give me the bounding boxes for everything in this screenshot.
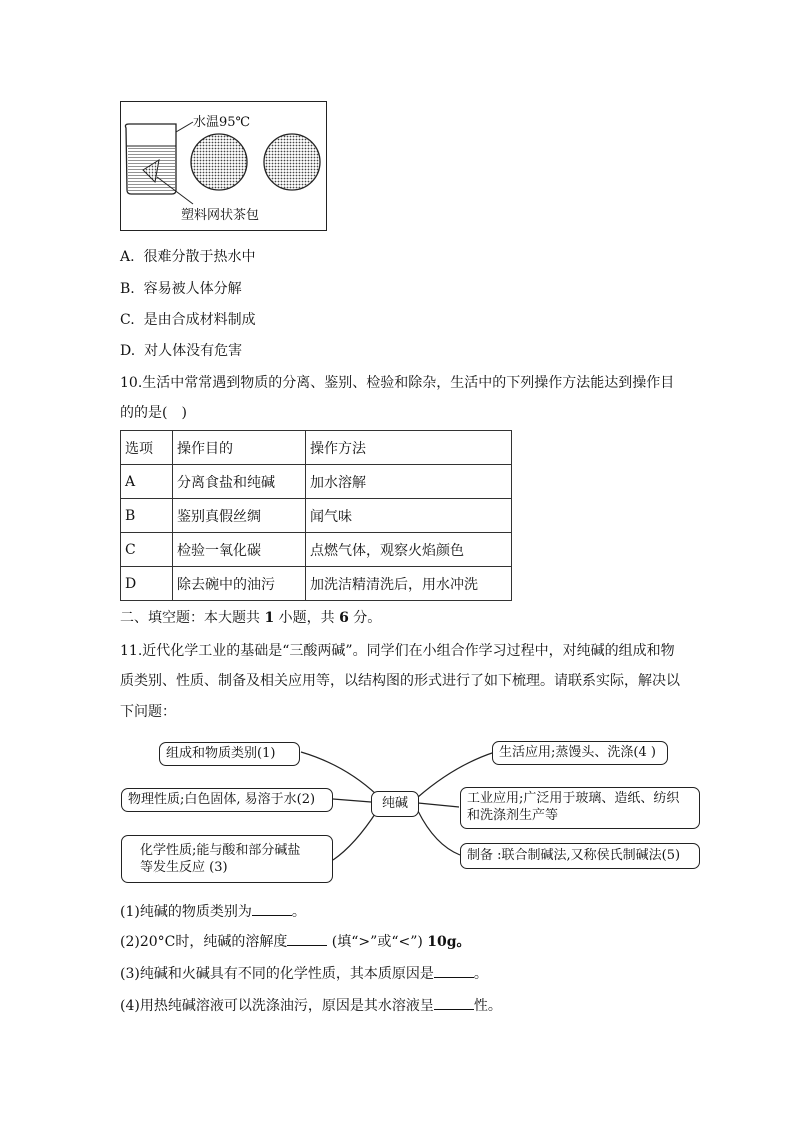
q11-stem-line2: 质类别、性质、制备及相关应用等，以结构图的形式进行了如下梳理。请联系实际，解决以	[120, 673, 680, 689]
table-cell: D	[121, 567, 173, 601]
option-d	[120, 341, 242, 361]
table-header-cell: 选项	[121, 431, 173, 465]
q11-sub4	[120, 995, 502, 1016]
table-row	[121, 465, 512, 499]
section-heading-mid: 小题，共	[274, 610, 340, 626]
sub2-text: (2)20°C时，纯碱的溶解度	[120, 934, 288, 950]
table-cell: 加洗洁精清洗后，用水冲洗	[306, 567, 512, 601]
option-a	[120, 247, 255, 267]
question-count: 1	[264, 610, 275, 626]
section-heading-suffix: 分。	[348, 610, 382, 626]
table-cell: B	[121, 499, 173, 533]
sub2-value: 10g。	[427, 934, 471, 950]
table-header-cell: 操作方法	[306, 431, 512, 465]
table-cell: 鉴别真假丝绸	[173, 499, 306, 533]
node-preparation: 制备 :联合制碱法,又称侯氏制碱法(5)	[460, 843, 700, 869]
q11-sub2	[120, 931, 471, 952]
table-cell: 分离食盐和纯碱	[173, 465, 306, 499]
q11-stem-line1: 11.近代化学工业的基础是“三酸两碱”。同学们在小组合作学习过程中，对纯碱的组成和物	[120, 643, 675, 659]
table-cell: 检验一氧化碳	[173, 533, 306, 567]
answer-blank[interactable]	[434, 995, 474, 1010]
node-daily-use: 生活应用;蒸馒头、洗涤(4 )	[492, 741, 668, 765]
answer-blank[interactable]	[252, 901, 292, 916]
section-heading	[120, 608, 381, 628]
teabag-label: 塑料网状茶包	[181, 208, 260, 223]
sub3-text: (3)纯碱和火碱具有不同的化学性质，其本质原因是	[120, 966, 434, 982]
node-physical-properties: 物理性质;白色固体, 易溶于水(2)	[121, 788, 333, 812]
section-heading-prefix: 二、填空题：本大题共	[120, 610, 265, 626]
sub1-text: (1)纯碱的物质类别为	[120, 904, 252, 920]
node-industrial-line1: 工业应用;广泛用于玻璃、造纸、纺织	[467, 791, 680, 806]
node-industrial-use	[460, 787, 700, 829]
sub1-end: 。	[291, 904, 306, 920]
option-letter: D.	[120, 343, 136, 359]
option-text: 对人体没有危害	[144, 343, 243, 359]
option-text: 很难分散于热水中	[143, 249, 256, 265]
q10-table	[120, 430, 512, 601]
table-cell: A	[121, 465, 173, 499]
q11-sub3	[120, 963, 488, 984]
table-row	[121, 567, 512, 601]
sub2-hint: (填“>”或“<”)	[327, 934, 428, 950]
option-text: 是由合成材料制成	[143, 312, 256, 328]
option-letter: C.	[120, 312, 135, 328]
table-header-cell: 操作目的	[173, 431, 306, 465]
node-chemical-line2: 等发生反应 (3)	[140, 860, 228, 875]
q10-stem-line2: 的的是( )	[120, 405, 187, 421]
table-cell: 加水溶解	[306, 465, 512, 499]
sub4-end: 性。	[473, 998, 502, 1014]
table-cell: 闻气味	[306, 499, 512, 533]
table-row	[121, 533, 512, 567]
answer-blank[interactable]	[434, 963, 474, 978]
node-industrial-line2: 和洗涤剂生产等	[467, 808, 559, 823]
option-c	[120, 310, 256, 330]
node-chemical-line1: 化学性质;能与酸和部分碱盐	[140, 843, 301, 858]
option-text: 容易被人体分解	[143, 281, 242, 297]
node-composition: 组成和物质类别(1)	[159, 742, 300, 766]
table-cell: 除去碗中的油污	[173, 567, 306, 601]
soda-ash-mindmap	[115, 735, 715, 895]
table-cell: C	[121, 533, 173, 567]
q11-sub1	[120, 901, 306, 922]
node-chemical-properties	[121, 835, 333, 883]
water-temp-label: 水温95℃	[193, 115, 251, 130]
q10-stem-line1: 10.生活中常常遇到物质的分离、鉴别、检验和除杂，生活中的下列操作方法能达到操作目	[120, 375, 675, 391]
option-letter: A.	[120, 249, 135, 265]
option-letter: B.	[120, 281, 135, 297]
teabag-figure	[120, 101, 327, 231]
table-header-row	[121, 431, 512, 465]
option-b	[120, 279, 242, 299]
sub3-end: 。	[473, 966, 488, 982]
answer-blank[interactable]	[287, 931, 327, 946]
table-cell: 点燃气体，观察火焰颜色	[306, 533, 512, 567]
node-center-soda-ash: 纯碱	[371, 791, 419, 817]
sub4-text: (4)用热纯碱溶液可以洗涤油污，原因是其水溶液呈	[120, 998, 434, 1014]
section-score: 6	[339, 610, 349, 626]
q11-stem-line3: 下问题：	[120, 704, 176, 720]
table-row	[121, 499, 512, 533]
